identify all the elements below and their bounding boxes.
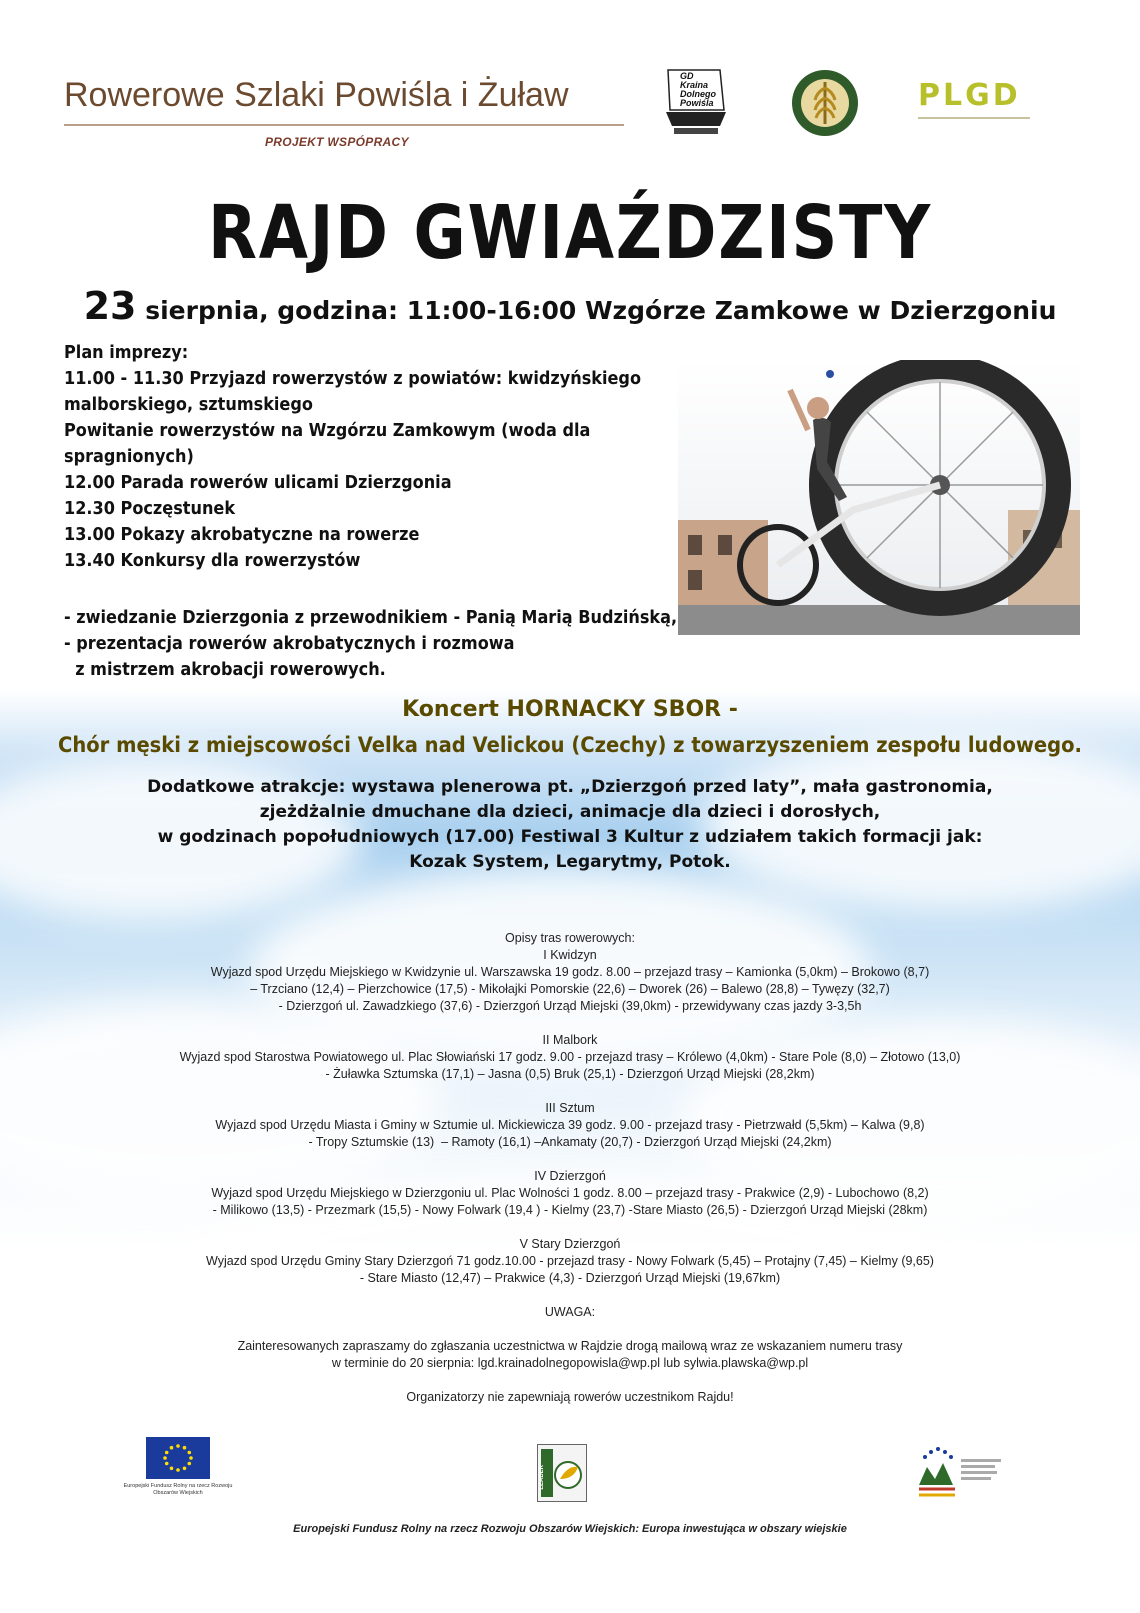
plan-line: 11.00 - 11.30 Przyjazd rowerzystów z powiatów: kwidzyńskiego (64, 369, 642, 389)
plan-line: 12.30 Poczęstunek (64, 499, 236, 519)
route-name: V Stary Dzierzgoń (519, 1237, 621, 1251)
lgd-logo-text: Powiśla (680, 98, 714, 108)
header-title: Rowerowe Szlaki Powiśla i Żuław (64, 76, 569, 114)
extras-line: z mistrzem akrobacji rowerowych. (64, 660, 386, 680)
route-line: – Trzciano (12,4) – Pierzchowice (17,5) - Mikołajki Pomorskie (22,6) – Dworek (26) – Balewo (28,8) – Tywęzy (32,7) (250, 982, 890, 996)
lgd-logo-text: Kraina (680, 80, 709, 90)
route-name: III Sztum (545, 1101, 595, 1115)
route-name: II Malbork (542, 1033, 598, 1047)
header-divider (64, 124, 624, 126)
route-line: Wyjazd spod Urzędu Miasta i Gminy w Sztumie ul. Mickiewicza 39 godz. 9.00 - przejazd trasy - Pietrzwałd (5,5km) – Kalwa (9,8) (215, 1118, 925, 1132)
wheat-seal-logo (790, 68, 860, 138)
event-title: RAJD GWIAŹDZISTY (208, 190, 932, 276)
lgd-logo-text: GD (680, 71, 694, 81)
plan-line: 13.40 Konkursy dla rowerzystów (64, 551, 361, 571)
additional-attractions (0, 775, 1140, 875)
route-name: I Kwidzyn (543, 948, 597, 962)
notice-warning: Organizatorzy nie zapewniają rowerów uczestnikom Rajdu! (406, 1390, 734, 1404)
concert-title: Koncert HORNACKY SBOR - (402, 697, 738, 722)
route-line: - Żuławka Sztumska (17,1) – Jasna (0,5) Bruk (25,1) - Dzierzgoń Urząd Miejski (28,2km) (325, 1067, 815, 1081)
lgd-logo (664, 66, 728, 138)
event-extras (64, 605, 677, 683)
eu-flag-logo (146, 1437, 210, 1479)
plan-line: 12.00 Parada rowerów ulicami Dzierzgonia (64, 473, 452, 493)
route-descriptions (0, 930, 1140, 1406)
route-line: - Stare Miasto (12,47) – Prakwice (4,3) - Dzierzgoń Urząd Miejski (19,67km) (359, 1271, 781, 1285)
footer-text: Europejski Fundusz Rolny na rzecz Rozwoju Obszarów Wiejskich: Europa inwestująca w obszary wiejskie (293, 1523, 847, 1535)
plan-line: Plan imprezy: (64, 343, 189, 363)
notice-line: w terminie do 20 sierpnia: lgd.krainadolnegopowisla@wp.pl lub sylwia.plawska@wp.pl (331, 1356, 809, 1370)
extras-line: - prezentacja rowerów akrobatycznych i rozmowa (64, 634, 515, 654)
plan-line: Powitanie rowerzystów na Wzgórzu Zamkowym (woda dla (64, 421, 591, 441)
event-date-details: sierpnia, godzina: 11:00-16:00 Wzgórze Zamkowe w Dzierzgoniu (145, 296, 1057, 325)
route-line: Wyjazd spod Urzędu Miejskiego w Dzierzgoniu ul. Plac Wolności 1 godz. 8.00 – przejazd trasy - Prakwice (2,9) - Lubochowo (8,2) (211, 1186, 929, 1200)
attractions-line: Dodatkowe atrakcje: wystawa plenerowa pt. „Dzierzgoń przed laty”, mała gastronomia, (147, 777, 993, 797)
eu-caption: Europejski Fundusz Rolny na rzecz Rozwoju Obszarów Wiejskich (123, 1483, 233, 1496)
notice-heading: UWAGA: (544, 1305, 596, 1319)
lgd-logo-text: Dolnego (680, 89, 716, 99)
header-subtitle: PROJEKT WSPÓPRACY (265, 135, 409, 149)
leader-logo-text: LEADER (539, 1465, 545, 1490)
event-date-day: 23 (83, 284, 137, 328)
event-plan (64, 340, 653, 574)
routes-heading: Opisy tras rowerowych: (505, 931, 635, 945)
event-date-line (0, 284, 1140, 328)
attractions-line: Kozak System, Legarytmy, Potok. (409, 852, 731, 872)
route-line: Wyjazd spod Urzędu Miejskiego w Kwidzynie ul. Warszawska 19 godz. 8.00 – przejazd trasy – Kamionka (5,0km) – Brokowo (8,7) (210, 965, 930, 979)
plgd-logo-text: PLGD (918, 78, 1021, 113)
attractions-line: w godzinach popołudniowych (17.00) Festiwal 3 Kultur z udziałem takich formacji jak: (157, 827, 983, 847)
plan-line: 13.00 Pokazy akrobatyczne na rowerze (64, 525, 420, 545)
extras-line: - zwiedzanie Dzierzgonia z przewodnikiem - Panią Marią Budzińską, (64, 608, 678, 628)
route-name: IV Dzierzgoń (534, 1169, 606, 1183)
attractions-line: zjeżdżalnie dmuchane dla dzieci, animacje dla dzieci i dorosłych, (259, 802, 881, 822)
leader-logo (537, 1444, 587, 1502)
route-line: - Milikowo (13,5) - Przezmark (15,5) - Nowy Folwark (19,4 ) - Kielmy (23,7) -Stare Miasto (26,5) - Dzierzgoń Urząd Miejski (28km) (212, 1203, 928, 1217)
route-line: Wyjazd spod Starostwa Powiatowego ul. Plac Słowiański 17 godz. 9.00 - przejazd trasy – Królewo (4,0km) - Stare Pole (8,0) – Złotowo (13,0) (179, 1050, 961, 1064)
notice-line: Zainteresowanych zapraszamy do zgłaszania uczestnictwa w Rajdzie drogą mailową wraz ze wskazaniem numeru trasy (237, 1339, 903, 1353)
route-line: - Tropy Sztumskie (13) – Ramoty (16,1) –Ankamaty (20,7) - Dzierzgoń Urząd Miejski (24,2km) (308, 1135, 832, 1149)
plan-line: spragnionych) (64, 447, 194, 467)
plan-line: malborskiego, sztumskiego (64, 395, 313, 415)
concert-description: Chór męski z miejscowości Velka nad Velickou (Czechy) z towarzyszeniem zespołu ludowego. (58, 733, 1082, 757)
prow-logo (915, 1445, 1005, 1503)
bike-rider-photo (678, 360, 1080, 635)
route-line: - Dzierzgoń ul. Zawadzkiego (37,6) - Dzierzgoń Urząd Miejski (39,0km) - przewidywany czas jazdy 3-3,5h (278, 999, 862, 1013)
plgd-logo (918, 78, 1038, 134)
route-line: Wyjazd spod Urzędu Gminy Stary Dzierzgoń 71 godz.10.00 - przejazd trasy - Nowy Folwark (5,45) – Protajny (7,45) – Kielmy (9,65) (206, 1254, 934, 1268)
